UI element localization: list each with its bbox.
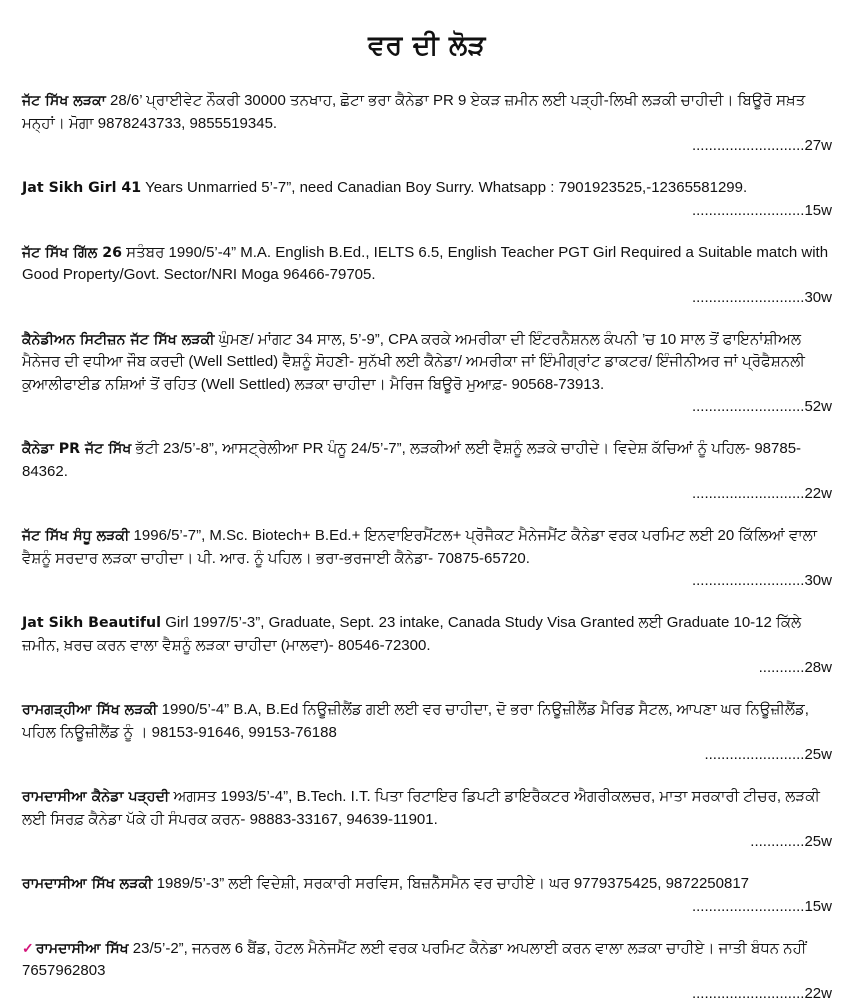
ad-lead: ਰਾਮਦਾਸੀਆ ਸਿੱਖ ਲੜਕੀ: [22, 876, 153, 892]
ad-code: 30w: [804, 572, 832, 589]
classified-ad: [22, 177, 832, 221]
ad-dots: ...........................: [692, 137, 805, 154]
ad-code-line: [22, 896, 832, 918]
ad-dots: ...........................: [692, 572, 805, 589]
page-title: ਵਰ ਦੀ ਲੋੜ: [22, 30, 832, 62]
ad-code: 30w: [804, 289, 832, 306]
ad-text: 28/6’ ਪ੍ਰਾਈਵੇਟ ਨੌਕਰੀ 30000 ਤਨਖਾਹ, ਛੋਟਾ ਭਰਾ ਕੈਨੇਡਾ PR 9 ਏਕੜ ਜ਼ਮੀਨ ਲਈ ਪੜ੍ਹੀ-ਲਿਖੀ ਲੜਕੀ ਚਾਹੀਦੀ। ਬਿਊਰੋ ਸਖ਼ਤ ਮਨ੍ਹਾਂ। ਮੋਗਾ 9878243733, 9855519345.: [22, 92, 805, 132]
ad-code-line: [22, 396, 832, 418]
classified-ad: [22, 699, 832, 766]
ad-lead: ਰਾਮਦਾਸੀਆ ਸਿੱਖ: [36, 941, 129, 957]
ad-text: Years Unmarried 5’-7”, need Canadian Boy Surry. Whatsapp : 7901923525,-12365581299.: [141, 179, 747, 196]
ad-text: ਘੁੰਮਣ/ ਮਾਂਗਟ 34 ਸਾਲ, 5’-9”, CPA ਕਰਕੇ ਅਮਰੀਕਾ ਦੀ ਇੰਟਰਨੈਸ਼ਨਲ ਕੰਪਨੀ ’ਚ 10 ਸਾਲ ਤੋਂ ਫਾਇਨਾਂਸ਼ੀਅਲ ਮੈਨੇਜਰ ਦੀ ਵਧੀਆ ਜੌਬ ਕਰਦੀ (Well Settled) ਵੈਸ਼ਨੂੰ ਸੋਹਣੀ- ਸੁਨੱਖੀ ਲਈ ਕੈਨੇਡਾ/ ਅਮਰੀਕਾ ਜਾਂ ਇੰਮੀਗ੍ਰਾਂਟ ਡਾਕਟਰ/ ਇੰਜੀਨੀਅਰ ਜਾਂ ਪ੍ਰੋਫੈਸ਼ਨਲੀ ਕੁਆਲੀਫਾਈਡ ਨਸ਼ਿਆਂ ਤੋਂ ਰਹਿਤ (Well Settled) ਲੜਕਾ ਚਾਹੀਦਾ। ਮੈਰਿਜ ਬਿਊਰੋ ਮੁਆਫ਼- 90568-73913.: [22, 331, 805, 393]
ad-code-line: [22, 657, 832, 679]
classified-ad: [22, 438, 832, 505]
ad-text: Girl 1997/5’-3”, Graduate, Sept. 23 intake, Canada Study Visa Granted ਲਈ Graduate 10-12 ਕਿੱਲੇ ਜ਼ਮੀਨ, ਖ਼ਰਚ ਕਰਨ ਵਾਲਾ ਵੈਸ਼ਨੂੰ ਲੜਕਾ ਚਾਹੀਦਾ (ਮਾਲਵਾ)- 80546-72300.: [22, 614, 801, 654]
classified-ad: [22, 329, 832, 418]
classified-ad: [22, 242, 832, 309]
ad-dots: ........................: [704, 746, 804, 763]
ad-dots: ...........................: [692, 898, 805, 915]
ad-code-line: [22, 483, 832, 505]
checkmark-icon: ✓: [22, 941, 34, 957]
classified-ad: [22, 938, 832, 1004]
ad-lead: ਜੱਟ ਸਿੱਖ ਗਿੱਲ 26: [22, 245, 122, 261]
ad-code: 25w: [804, 746, 832, 763]
ad-dots: ...........................: [692, 202, 805, 219]
ad-dots: ...........................: [692, 985, 805, 1002]
ad-code-line: [22, 831, 832, 853]
ad-code: 15w: [804, 202, 832, 219]
ad-lead: ਜੱਟ ਸਿੱਖ ਲੜਕਾ: [22, 93, 106, 109]
ad-text: 1990/5’-4” B.A, B.Ed ਨਿਊਜ਼ੀਲੈਂਡ ਗਈ ਲਈ ਵਰ ਚਾਹੀਦਾ, ਦੋ ਭਰਾ ਨਿਊਜ਼ੀਲੈਂਡ ਮੈਰਿਡ ਸੈਟਲ, ਆਪਣਾ ਘਰ ਨਿਊਜ਼ੀਲੈਂਡ, ਪਹਿਲ ਨਿਊਜ਼ੀਲੈਂਡ ਨੂੰ । 98153-91646, 99153-76188: [22, 701, 809, 741]
classified-ad: [22, 612, 832, 679]
ad-text: ਅਗਸਤ 1993/5’-4”, B.Tech. I.T. ਪਿਤਾ ਰਿਟਾਇਰ ਡਿਪਟੀ ਡਾਇਰੈਕਟਰ ਐਗਰੀਕਲਚਰ, ਮਾਤਾ ਸਰਕਾਰੀ ਟੀਚਰ, ਲੜਕੀ ਲਈ ਸਿਰਫ਼ ਕੈਨੇਡਾ ਪੱਕੇ ਹੀ ਸੰਪਰਕ ਕਰਨ- 98883-33167, 94639-11901.: [22, 788, 820, 828]
ad-code-line: [22, 287, 832, 309]
ad-text: 23/5’-2”, ਜਨਰਲ 6 ਬੈਂਡ, ਹੋਟਲ ਮੈਨੇਜਮੈਂਟ ਲਈ ਵਰਕ ਪਰਮਿਟ ਕੈਨੇਡਾ ਅਪਲਾਈ ਕਰਨ ਵਾਲਾ ਲੜਕਾ ਚਾਹੀਏ। ਜਾਤੀ ਬੰਧਨ ਨਹੀਂ 7657962803: [22, 940, 806, 980]
ad-code: 25w: [804, 833, 832, 850]
ad-lead: ਕੈਨੇਡਾ PR ਜੱਟ ਸਿੱਖ: [22, 441, 131, 457]
ad-code: 27w: [804, 137, 832, 154]
classified-ad: [22, 873, 832, 917]
ad-dots: ...........................: [692, 289, 805, 306]
ad-code: 22w: [804, 985, 832, 1002]
ad-code: 22w: [804, 485, 832, 502]
ad-code: 52w: [804, 398, 832, 415]
ad-code-line: [22, 744, 832, 766]
ad-code-line: [22, 135, 832, 157]
ad-text: ਸਤੰਬਰ 1990/5’-4” M.A. English B.Ed., IELTS 6.5, English Teacher PGT Girl Required a Suitable match with Good Property/Govt. Sector/NRI Moga 96466-79705.: [22, 244, 828, 284]
ad-lead: Jat Sikh Girl 41: [22, 180, 141, 196]
ad-text: 1989/5’-3” ਲਈ ਵਿਦੇਸ਼ੀ, ਸਰਕਾਰੀ ਸਰਵਿਸ, ਬਿਜ਼ਨੈੱਸਮੈਨ ਵਰ ਚਾਹੀਏ। ਘਰ 9779375425, 9872250817: [153, 875, 750, 892]
classified-ad: [22, 90, 832, 157]
ad-code-line: [22, 200, 832, 222]
classified-ad: [22, 786, 832, 853]
ad-code: 15w: [804, 898, 832, 915]
ad-code-line: [22, 570, 832, 592]
ad-lead: ਕੈਨੇਡੀਅਨ ਸਿਟੀਜ਼ਨ ਜੱਟ ਸਿੱਖ ਲੜਕੀ: [22, 332, 215, 348]
ad-text: ਭੱਟੀ 23/5’-8”, ਆਸਟ੍ਰੇਲੀਆ PR ਪੰਨੂ 24/5’-7”, ਲੜਕੀਆਂ ਲਈ ਵੈਸ਼ਨੂੰ ਲੜਕੇ ਚਾਹੀਦੇ। ਵਿਦੇਸ਼ ਕੱਚਿਆਂ ਨੂੰ ਪਹਿਲ- 98785-84362.: [22, 440, 801, 480]
ad-code: 28w: [804, 659, 832, 676]
ad-dots: .............: [750, 833, 804, 850]
ad-lead: ਰਾਮਦਾਸੀਆ ਕੈਨੇਡਾ ਪੜ੍ਹਦੀ: [22, 789, 169, 805]
ad-dots: ...........................: [692, 485, 805, 502]
ad-lead: Jat Sikh Beautiful: [22, 615, 161, 631]
classified-ad: [22, 525, 832, 592]
ad-dots: ...........: [759, 659, 805, 676]
ad-code-line: [22, 983, 832, 1004]
ad-lead: ਰਾਮਗੜ੍ਹੀਆ ਸਿੱਖ ਲੜਕੀ: [22, 702, 157, 718]
ad-text: 1996/5’-7”, M.Sc. Biotech+ B.Ed.+ ਇਨਵਾਇਰਮੈਂਟਲ+ ਪ੍ਰੋਜੈਕਟ ਮੈਨੇਜਮੈਂਟ ਕੈਨੇਡਾ ਵਰਕ ਪਰਮਿਟ ਲਈ 20 ਕਿੱਲਿਆਂ ਵਾਲਾ ਵੈਸ਼ਨੂੰ ਸਰਦਾਰ ਲੜਕਾ ਚਾਹੀਦਾ। ਪੀ. ਆਰ. ਨੂੰ ਪਹਿਲ। ਭਰਾ-ਭਰਜਾਈ ਕੈਨੇਡਾ- 70875-65720.: [22, 527, 817, 567]
ad-lead: ਜੱਟ ਸਿੱਖ ਸੰਧੂ ਲੜਕੀ: [22, 528, 129, 544]
ad-dots: ...........................: [692, 398, 805, 415]
